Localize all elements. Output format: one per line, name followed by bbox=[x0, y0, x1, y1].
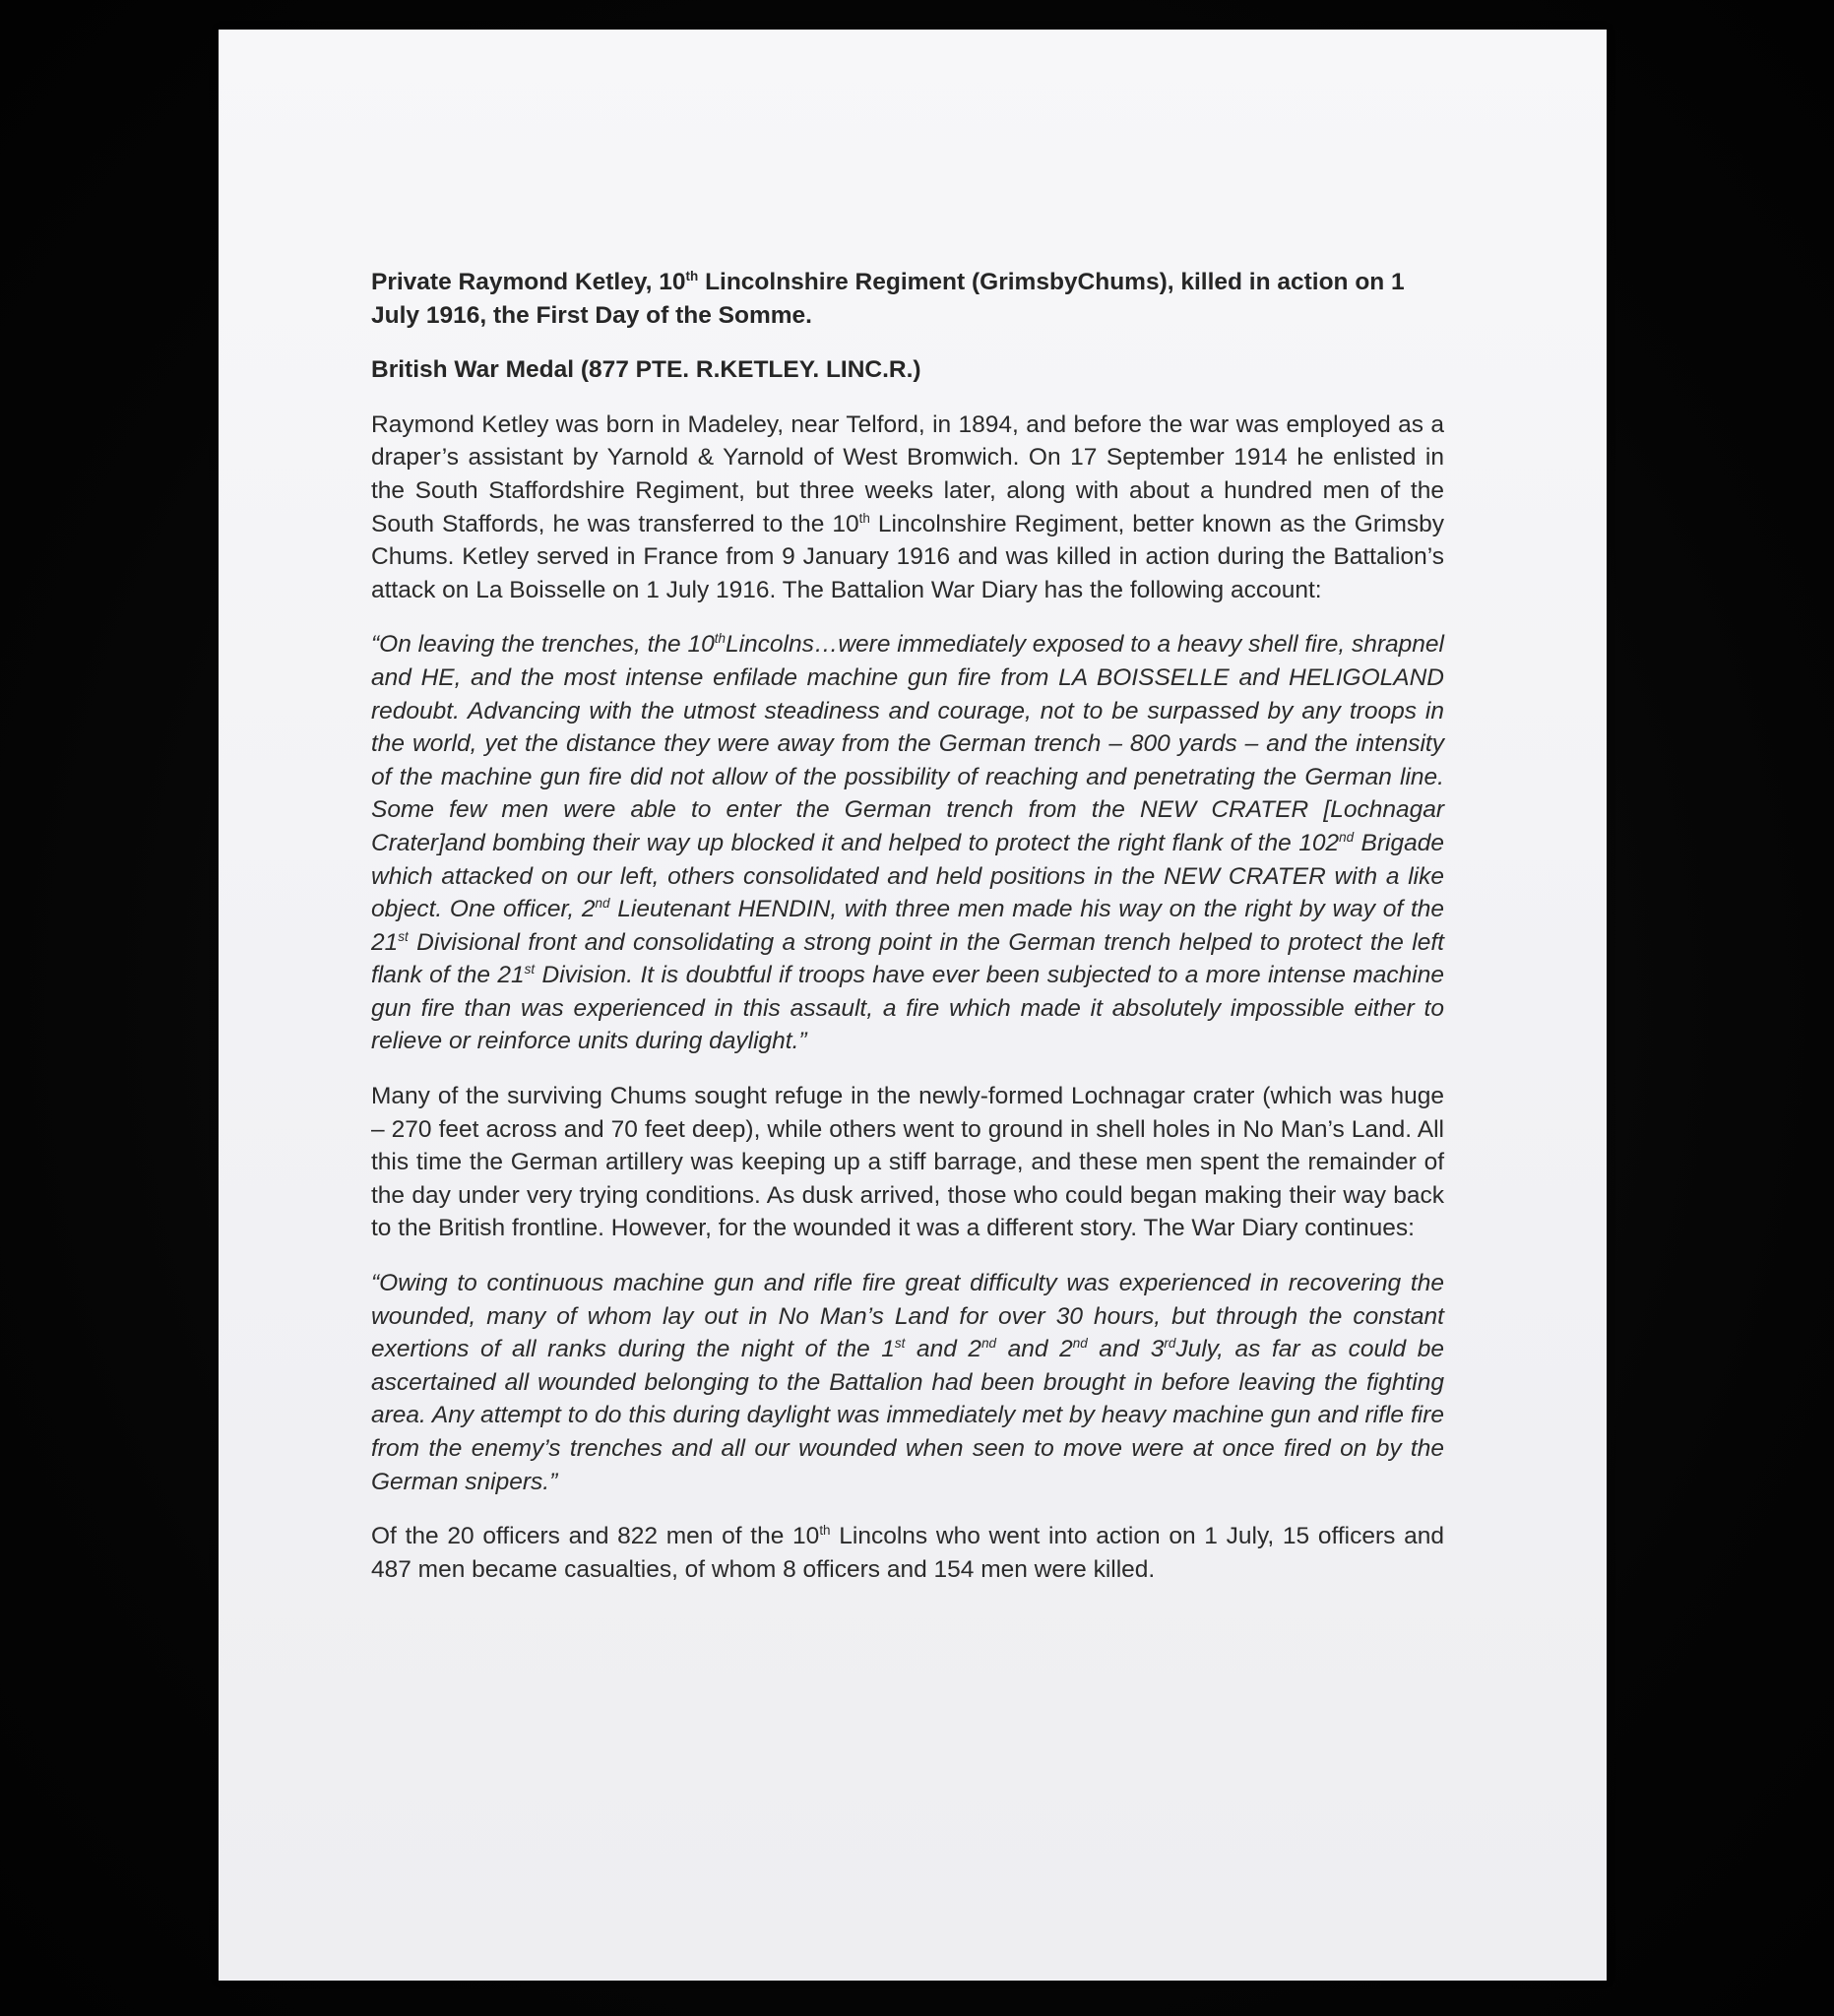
document-title: Private Raymond Ketley, 10th Lincolnshire Regiment (GrimsbyChums), killed in action on 1 July 1916, the First Day of the Somme. bbox=[371, 268, 1405, 329]
aftermath-paragraph: Many of the surviving Chums sought refuge in the newly-formed Lochnagar crater (which was huge – 270 feet across and 70 feet deep), while others went to ground in shell holes in No Man’s Land. All this time the German artillery was keeping up a stiff barrage, and these men spent the remainder of the day under very trying conditions. As dusk arrived, those who could began making their way back to the British frontline. However, for the wounded it was a different story. The War Diary continues: bbox=[371, 1083, 1444, 1242]
document-body bbox=[371, 266, 1444, 1607]
casualties-paragraph: Of the 20 officers and 822 men of the 10th Lincolns who went into action on 1 July, 15 officers and 487 men became casualties, of whom 8 officers and 154 men were killed. bbox=[371, 1523, 1444, 1583]
paper-sheet bbox=[219, 30, 1607, 1981]
biography-paragraph: Raymond Ketley was born in Madeley, near Telford, in 1894, and before the war was employed as a draper’s assistant by Yarnold & Yarnold of West Bromwich. On 17 September 1914 he enlisted in the South Staffordshire Regiment, but three weeks later, along with about a hundred men of the South Staffords, he was transferred to the 10th Lincolnshire Regiment, better known as the Grimsby Chums. Ketley served in France from 9 January 1916 and was killed in action during the Battalion’s attack on La Boisselle on 1 July 1916. The Battalion War Diary has the following account: bbox=[371, 410, 1444, 603]
war-diary-quote-2: “Owing to continuous machine gun and rifle fire great difficulty was experienced in recovering the wounded, many of whom lay out in No Man’s Land for over 30 hours, but through the constant exertions of all ranks during the night of the 1st and 2nd and 2nd and 3rdJuly, as far as could be ascertained all wounded belonging to the Battalion had been brought in before leaving the fighting area. Any attempt to do this during daylight was immediately met by heavy machine gun and rifle fire from the enemy’s trenches and all our wounded when seen to move were at once fired on by the German snipers.” bbox=[371, 1270, 1444, 1495]
war-diary-quote-1: “On leaving the trenches, the 10thLincolns…were immediately exposed to a heavy shell fire, shrapnel and HE, and the most intense enfilade machine gun fire from LA BOISSELLE and HELIGOLAND redoubt. Advancing with the utmost steadiness and courage, not to be surpassed by any troops in the world, yet the distance they were away from the German trench – 800 yards – and the intensity of the machine gun fire did not allow of the possibility of reaching and penetrating the German line. Some few men were able to enter the German trench from the NEW CRATER [Lochnagar Crater]and bombing their way up blocked it and helped to protect the right flank of the 102nd Brigade which attacked on our left, others consolidated and held positions in the NEW CRATER with a like object. One officer, 2nd Lieutenant HENDIN, with three men made his way on the right by way of the 21st Divisional front and consolidating a strong point in the German trench helped to protect the left flank of the 21st Division. It is doubtful if troops have ever been subjected to a more intense machine gun fire than was experienced in this assault, a fire which made it absolutely impossible either to relieve or reinforce units during daylight.” bbox=[371, 631, 1444, 1055]
medal-subtitle: British War Medal (877 PTE. R.KETLEY. LINC.R.) bbox=[371, 356, 921, 384]
